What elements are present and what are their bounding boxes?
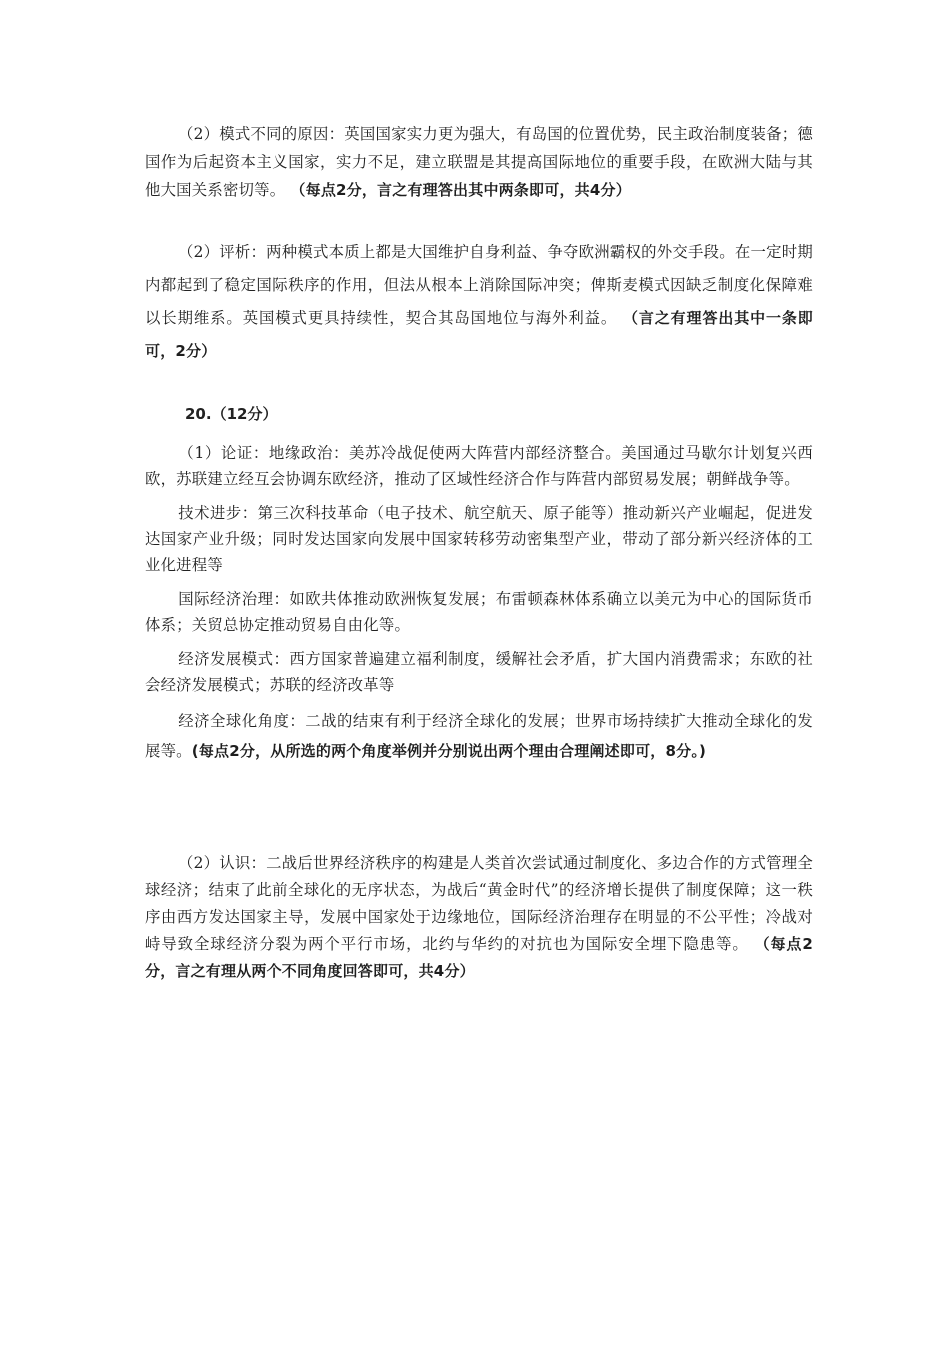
q20-glob-text: 经济全球化角度：二战的结束有利于经济全球化的发展；世界市场持续扩大推动全球化的发展等。 (145, 712, 813, 760)
q20-part1-geo (145, 440, 813, 492)
q19-reasons-score: （每点2分，言之有理答出其中两条即可，共4分） (290, 181, 631, 199)
q20-model-text: 经济发展模式：西方国家普遍建立福利制度，缓解社会矛盾，扩大国内消费需求；东欧的社会经济发展模式；苏联的经济改革等 (145, 650, 813, 694)
q19-reasons-text: （2）模式不同的原因：英国国家实力更为强大，有岛国的位置优势，民主政治制度装备；德国作为后起资本主义国家，实力不足，建立联盟是其提高国际地位的重要手段，在欧洲大陆与其他大国关系密切等。 (145, 125, 813, 199)
q20-heading: 20.（12分） (185, 405, 278, 423)
q19-part2-evaluation (145, 236, 813, 368)
q20-part2-text: （2）认识：二战后世界经济秩序的构建是人类首次尝试通过制度化、多边合作的方式管理全球经济；结束了此前全球化的无序状态，为战后“黄金时代”的经济增长提供了制度保障；这一秩序由西方发达国家主导，发展中国家处于边缘地位，国际经济治理存在明显的不公平性；冷战对峙导致全球经济分裂为两个平行市场，北约与华约的对抗也为国际安全埋下隐患等。 (145, 854, 813, 953)
q19-eval-score: （言之有理答出其中一条即可，2分） (145, 309, 813, 360)
q20-part1-tech (145, 500, 813, 578)
q19-eval-text: （2）评析：两种模式本质上都是大国维护自身利益、争夺欧洲霸权的外交手段。在一定时期内都起到了稳定国际秩序的作用，但法从根本上消除国际冲突；俾斯麦模式因缺乏制度化保障难以长期维系。英国模式更具持续性，契合其岛国地位与海外利益。 (145, 243, 813, 327)
q20-gov-text: 国际经济治理：如欧共体推动欧洲恢复发展；布雷顿森林体系确立以美元为中心的国际货币体系；关贸总协定推动贸易自由化等。 (145, 590, 813, 634)
q20-geo-text: （1）论证：地缘政治：美苏冷战促使两大阵营内部经济整合。美国通过马歇尔计划复兴西欧，苏联建立经互会协调东欧经济，推动了区域性经济合作与阵营内部贸易发展；朝鲜战争等。 (145, 444, 813, 488)
q20-part2 (145, 850, 813, 985)
q20-tech-text: 技术进步：第三次科技革命（电子技术、航空航天、原子能等）推动新兴产业崛起，促进发达国家产业升级；同时发达国家向发展中国家转移劳动密集型产业，带动了部分新兴经济体的工业化进程等 (145, 504, 813, 574)
q20-part1-score: (每点2分，从所选的两个角度举例并分别说出两个理由合理阐述即可，8分。) (191, 742, 707, 760)
q20-part1-gov (145, 586, 813, 638)
q19-part2-reasons (145, 120, 813, 204)
q20-part1-model (145, 646, 813, 698)
q20-part1-glob (145, 706, 813, 766)
q20-part2-score: （每点2分，言之有理从两个不同角度回答即可，共4分） (145, 935, 813, 980)
q20-part1 (145, 440, 813, 766)
